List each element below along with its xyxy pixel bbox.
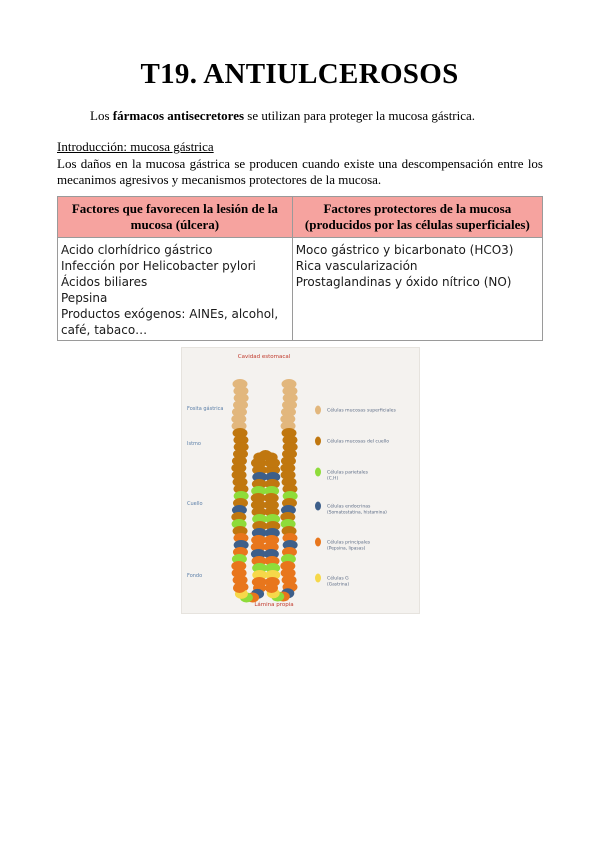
figure-bottom-label: Lámina propia — [254, 602, 294, 608]
aggressive-factors-cell — [58, 238, 293, 341]
chief-cell — [233, 583, 246, 593]
gastric-gland-diagram — [182, 348, 419, 613]
intro-sentence — [90, 108, 475, 124]
legend-swatch — [315, 468, 321, 477]
neck-mucous-cell — [267, 458, 280, 468]
list-item: Prostaglandinas y óxido nítrico (NO) — [295, 275, 512, 289]
figure-legend — [315, 406, 396, 588]
legend-label: Células mucosas superficiales — [327, 408, 396, 414]
list-item: Productos exógenos: AINEs, alcohol, — [61, 307, 279, 321]
list-item: Rica vascularización — [295, 259, 418, 273]
side-label-cuello: Cuello — [187, 501, 203, 507]
list-item: Moco gástrico y bicarbonato (HCO3) — [295, 243, 514, 257]
intro-bold-term: fármacos antisecretores — [112, 108, 245, 123]
section-heading: Introducción: mucosa gástrica — [57, 139, 214, 154]
factors-table — [57, 196, 543, 341]
legend-label: Células principales — [327, 540, 371, 546]
intro-prefix: Los — [90, 108, 113, 123]
side-label-fondo: Fondo — [187, 573, 203, 579]
legend-label: Células G — [327, 576, 349, 582]
list-item: Ácidos biliares — [61, 275, 148, 289]
legend-swatch — [315, 502, 321, 511]
legend-sublabel: (C.H) — [327, 476, 339, 482]
legend-sublabel: (Somatostatina, histamina) — [327, 510, 387, 516]
list-item: Acido clorhídrico gástrico — [61, 243, 213, 257]
gastric-gland-figure — [182, 348, 419, 613]
legend-sublabel: (Pepsina, lipasas) — [327, 546, 366, 552]
side-label-fosita: Fosita gástrica — [187, 406, 224, 412]
protective-factors-cell — [292, 238, 542, 341]
table-row — [58, 238, 543, 341]
header-protective-factors: Factores protectores de la mucosa (producidos por las células superficiales) — [292, 197, 542, 238]
legend-swatch — [315, 406, 321, 415]
legend-swatch — [315, 437, 321, 446]
legend-label: Células endocrinas — [327, 504, 371, 510]
legend-swatch — [315, 538, 321, 547]
legend-label: Células parietales — [327, 470, 369, 476]
chief-cell — [265, 583, 278, 593]
list-item: Pepsina — [61, 291, 108, 305]
list-item: café, tabaco… — [61, 323, 148, 337]
list-item: Infección por Helicobacter pylori — [61, 259, 256, 273]
intro-suffix: se utilizan para proteger la mucosa gástrica. — [244, 108, 476, 123]
legend-swatch — [315, 574, 321, 583]
legend-sublabel: (Gastrina) — [327, 582, 350, 588]
legend-label: Células mucosas del cuello — [327, 439, 390, 445]
figure-top-label: Cavidad estomacal — [237, 354, 291, 360]
header-aggressive-factors: Factores que favorecen la lesión de la mucosa (úlcera) — [58, 197, 293, 238]
page-title: T19. ANTIULCEROSOS — [140, 58, 459, 90]
section-paragraph: Los daños en la mucosa gástrica se producen cuando existe una descompensación entre los mecanimos agresivos y mecanismos protectores de la mucosa. — [57, 156, 543, 187]
side-label-istmo: Istmo — [187, 441, 201, 447]
table-header-row — [58, 197, 543, 238]
